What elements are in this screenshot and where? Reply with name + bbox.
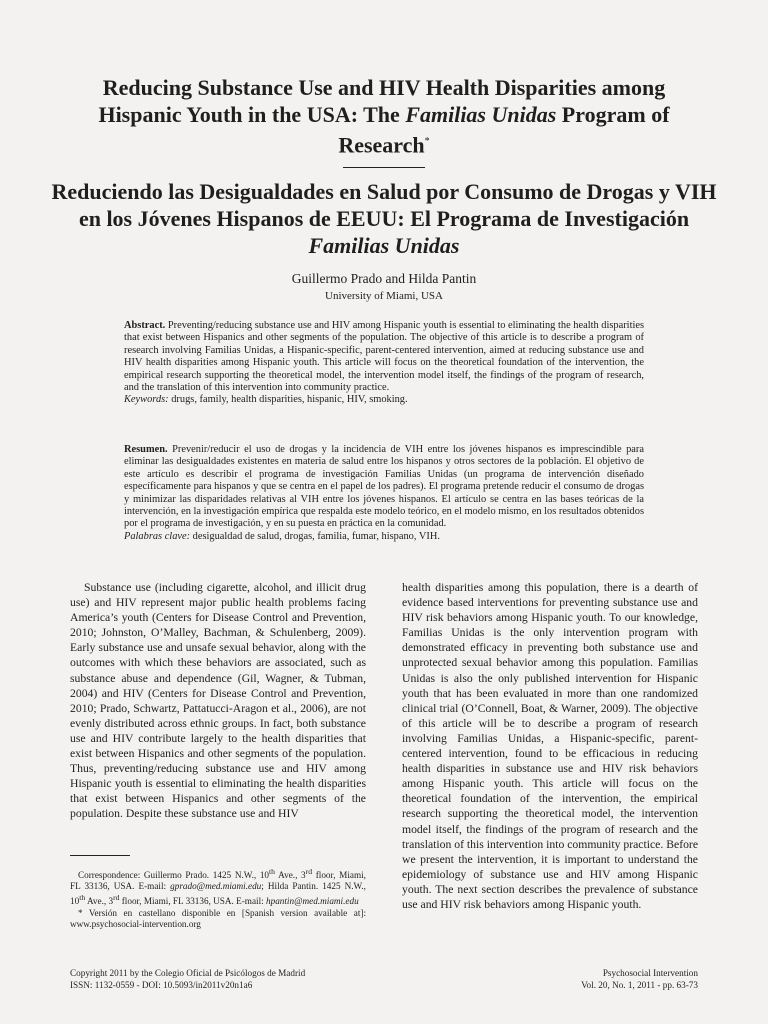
fn-text-e: Ave., 3 xyxy=(85,896,114,907)
journal-name: Psychosocial Intervention xyxy=(602,968,698,978)
title-footnote-marker: * xyxy=(424,136,430,147)
title-en-part1: Reducing Substance Use and HIV Health Disparities among Hispanic Youth in the USA: The xyxy=(98,75,666,127)
resumen-text: Prevenir/reducir el uso de drogas y la incidencia de VIH entre los jóvenes hispanos es imprescindible para eliminar las desigualdades existentes en materia de salud entre los hispanos y otros sectores de la población. El objetivo de este artículo es describir el programa de investigación Familias Unidas (un programa de intervención diseñado específicamente para hispanos y que se centra en el papel de los padres). El programa pretende reducir el consumo de drogas y minimizar las disparidades relativas al VIH entre los jóvenes hispanos. El artículo se centra en las bases teóricas de la intervención, en la investigación empírica que respalda este modelo teórico, en el modelo mismo, en los resultados obtenidos por el programa de investigación, y en su puesta en práctica en la comunidad. xyxy=(124,444,644,530)
fn-text-a: Correspondence: Guillermo Prado. 1425 N.W., 10 xyxy=(78,870,270,881)
abstract-label: Abstract. xyxy=(124,320,166,331)
title-es-italic: Familias Unidas xyxy=(308,233,460,258)
email-pantin[interactable]: hpantin@med.miami.edu xyxy=(266,896,359,907)
title-divider xyxy=(343,167,425,168)
correspondence-footnote xyxy=(70,866,366,908)
volume-info: Vol. 20, No. 1, 2011 - pp. 63-73 xyxy=(581,979,698,990)
title-es-part1: Reduciendo las Desigualdades en Salud por Consumo de Drogas y VIH en los Jóvenes Hispanos de EEUU: El Programa de Investigación xyxy=(51,179,717,231)
fn-sup-rd-2: rd xyxy=(113,893,120,903)
title-en-part2: Program of Research xyxy=(338,102,670,158)
fn-sup-th-2: th xyxy=(79,893,86,903)
footnote-divider xyxy=(70,855,130,856)
fn-sup-rd-1: rd xyxy=(305,867,313,876)
palabras-clave-text: desigualdad de salud, drogas, familia, fumar, hispano, VIH. xyxy=(190,530,440,542)
copyright: Copyright 2011 by the Colegio Oficial de Psicólogos de Madrid xyxy=(70,968,306,978)
body-column-right: health disparities among this population, there is a dearth of evidence based interventions for preventing substance use and HIV risk behaviors among Hispanic youth. To our knowledge, Familias Unidas is the only intervention program with demonstrated efficacy in preventing both substance use and unprotected sexual behavior among this population. Familias Unidas is also the only published intervention for Hispanic youth that has been evaluated in more than one randomized clinical trial (O’Connell, Boat, & Warner, 2009). The objective of this article will be to describe a program of research involving Familias Unidas, a Hispanic-specific, parent-centered intervention, found to be efficacious in reducing health disparities in substance use and HIV risk behaviors among Hispanic youth. This article will focus on the theoretical foundation of the intervention, the empirical research supporting the theoretical model, the intervention model itself, the findings of the program of research and the translation of this intervention into community practice. Before we present the intervention, it is important to understand the epidemiology of substance use and HIV among Hispanic youth. The next section describes the prevalence of substance use and HIV risk behaviors among Hispanic youth. xyxy=(402,581,699,911)
resumen-label: Resumen. xyxy=(124,444,168,455)
affiliation: University of Miami, USA xyxy=(325,290,443,302)
abstract-text: Preventing/reducing substance use and HIV among Hispanic youth is essential to eliminating the health disparities that exist between Hispanics and other segments of the population. The objective of this article is to describe a program of research involving Familias Unidas, a Hispanic-specific, parent-centered intervention, aimed at reducing substance use and HIV health disparities among Hispanic youth. This article will focus on the theoretical foundation of the intervention, the empirical research supporting the theoretical model, the intervention model itself, the findings of the program of research, and the translation of this intervention into community practice. xyxy=(124,320,644,394)
fn-sup-th-1: th xyxy=(269,867,275,876)
footer-right xyxy=(430,968,698,991)
keywords-text: drugs, family, health disparities, hispanic, HIV, smoking. xyxy=(168,394,408,406)
resumen xyxy=(124,444,644,543)
article-title-spanish xyxy=(50,178,718,259)
footnotes xyxy=(70,866,366,930)
authors: Guillermo Prado and Hilda Pantin xyxy=(291,271,477,286)
email-prado[interactable]: gprado@med.miami.edu xyxy=(170,881,262,892)
body-column-left: Substance use (including cigarette, alcohol, and illicit drug use) and HIV represent major public health problems facing America’s youth (Centers for Disease Control and Prevention, 2010; Johnston, O’Malley, Bachman, & Schulenberg, 2009). Early substance use and unsafe sexual behavior, along with the outcomes with which these behaviors are associated, such as substance abuse and dependence (Gil, Wagner, & Tubman, 2004) and HIV (Centers for Disease Control and Prevention, 2010; Prado, Schwartz, Pattatucci-Aragon et al., 2006), are not evenly distributed across ethnic groups. In fact, both substance use and HIV contribute largely to the health disparities that exist between Hispanics and other segments of the population. Thus, preventing/reducing substance use and HIV among Hispanic youth is essential to eliminating the health disparities that exist between Hispanics and other segments of the population. Despite these substance use and HIV xyxy=(70,581,366,821)
abstract-body xyxy=(124,320,644,394)
abstract xyxy=(124,320,644,407)
keywords-label: Keywords: xyxy=(124,394,169,406)
article-title-english xyxy=(60,74,708,158)
resumen-keywords xyxy=(124,531,644,543)
fn-text-c: floor, Miami, FL 33136, USA. E-mail: xyxy=(70,870,366,892)
fn-text-d: ; Hilda Pantin. 1425 N.W., 10 xyxy=(70,881,366,907)
footer-left xyxy=(70,968,400,991)
fn-text-b: Ave., 3 xyxy=(275,870,306,881)
palabras-clave-label: Palabras clave: xyxy=(124,530,191,542)
abstract-keywords xyxy=(124,394,644,406)
resumen-body xyxy=(124,444,644,531)
fn-text-f: floor, Miami, FL 33136, USA. E-mail: xyxy=(119,896,266,907)
title-en-italic: Familias Unidas xyxy=(405,102,557,127)
version-footnote: * Versión en castellano disponible en [Spanish version available at]: www.psychosocial-intervention.org xyxy=(70,907,366,929)
issn-doi: ISSN: 1132-0559 - DOI: 10.5093/in2011v20n1a6 xyxy=(70,979,253,990)
